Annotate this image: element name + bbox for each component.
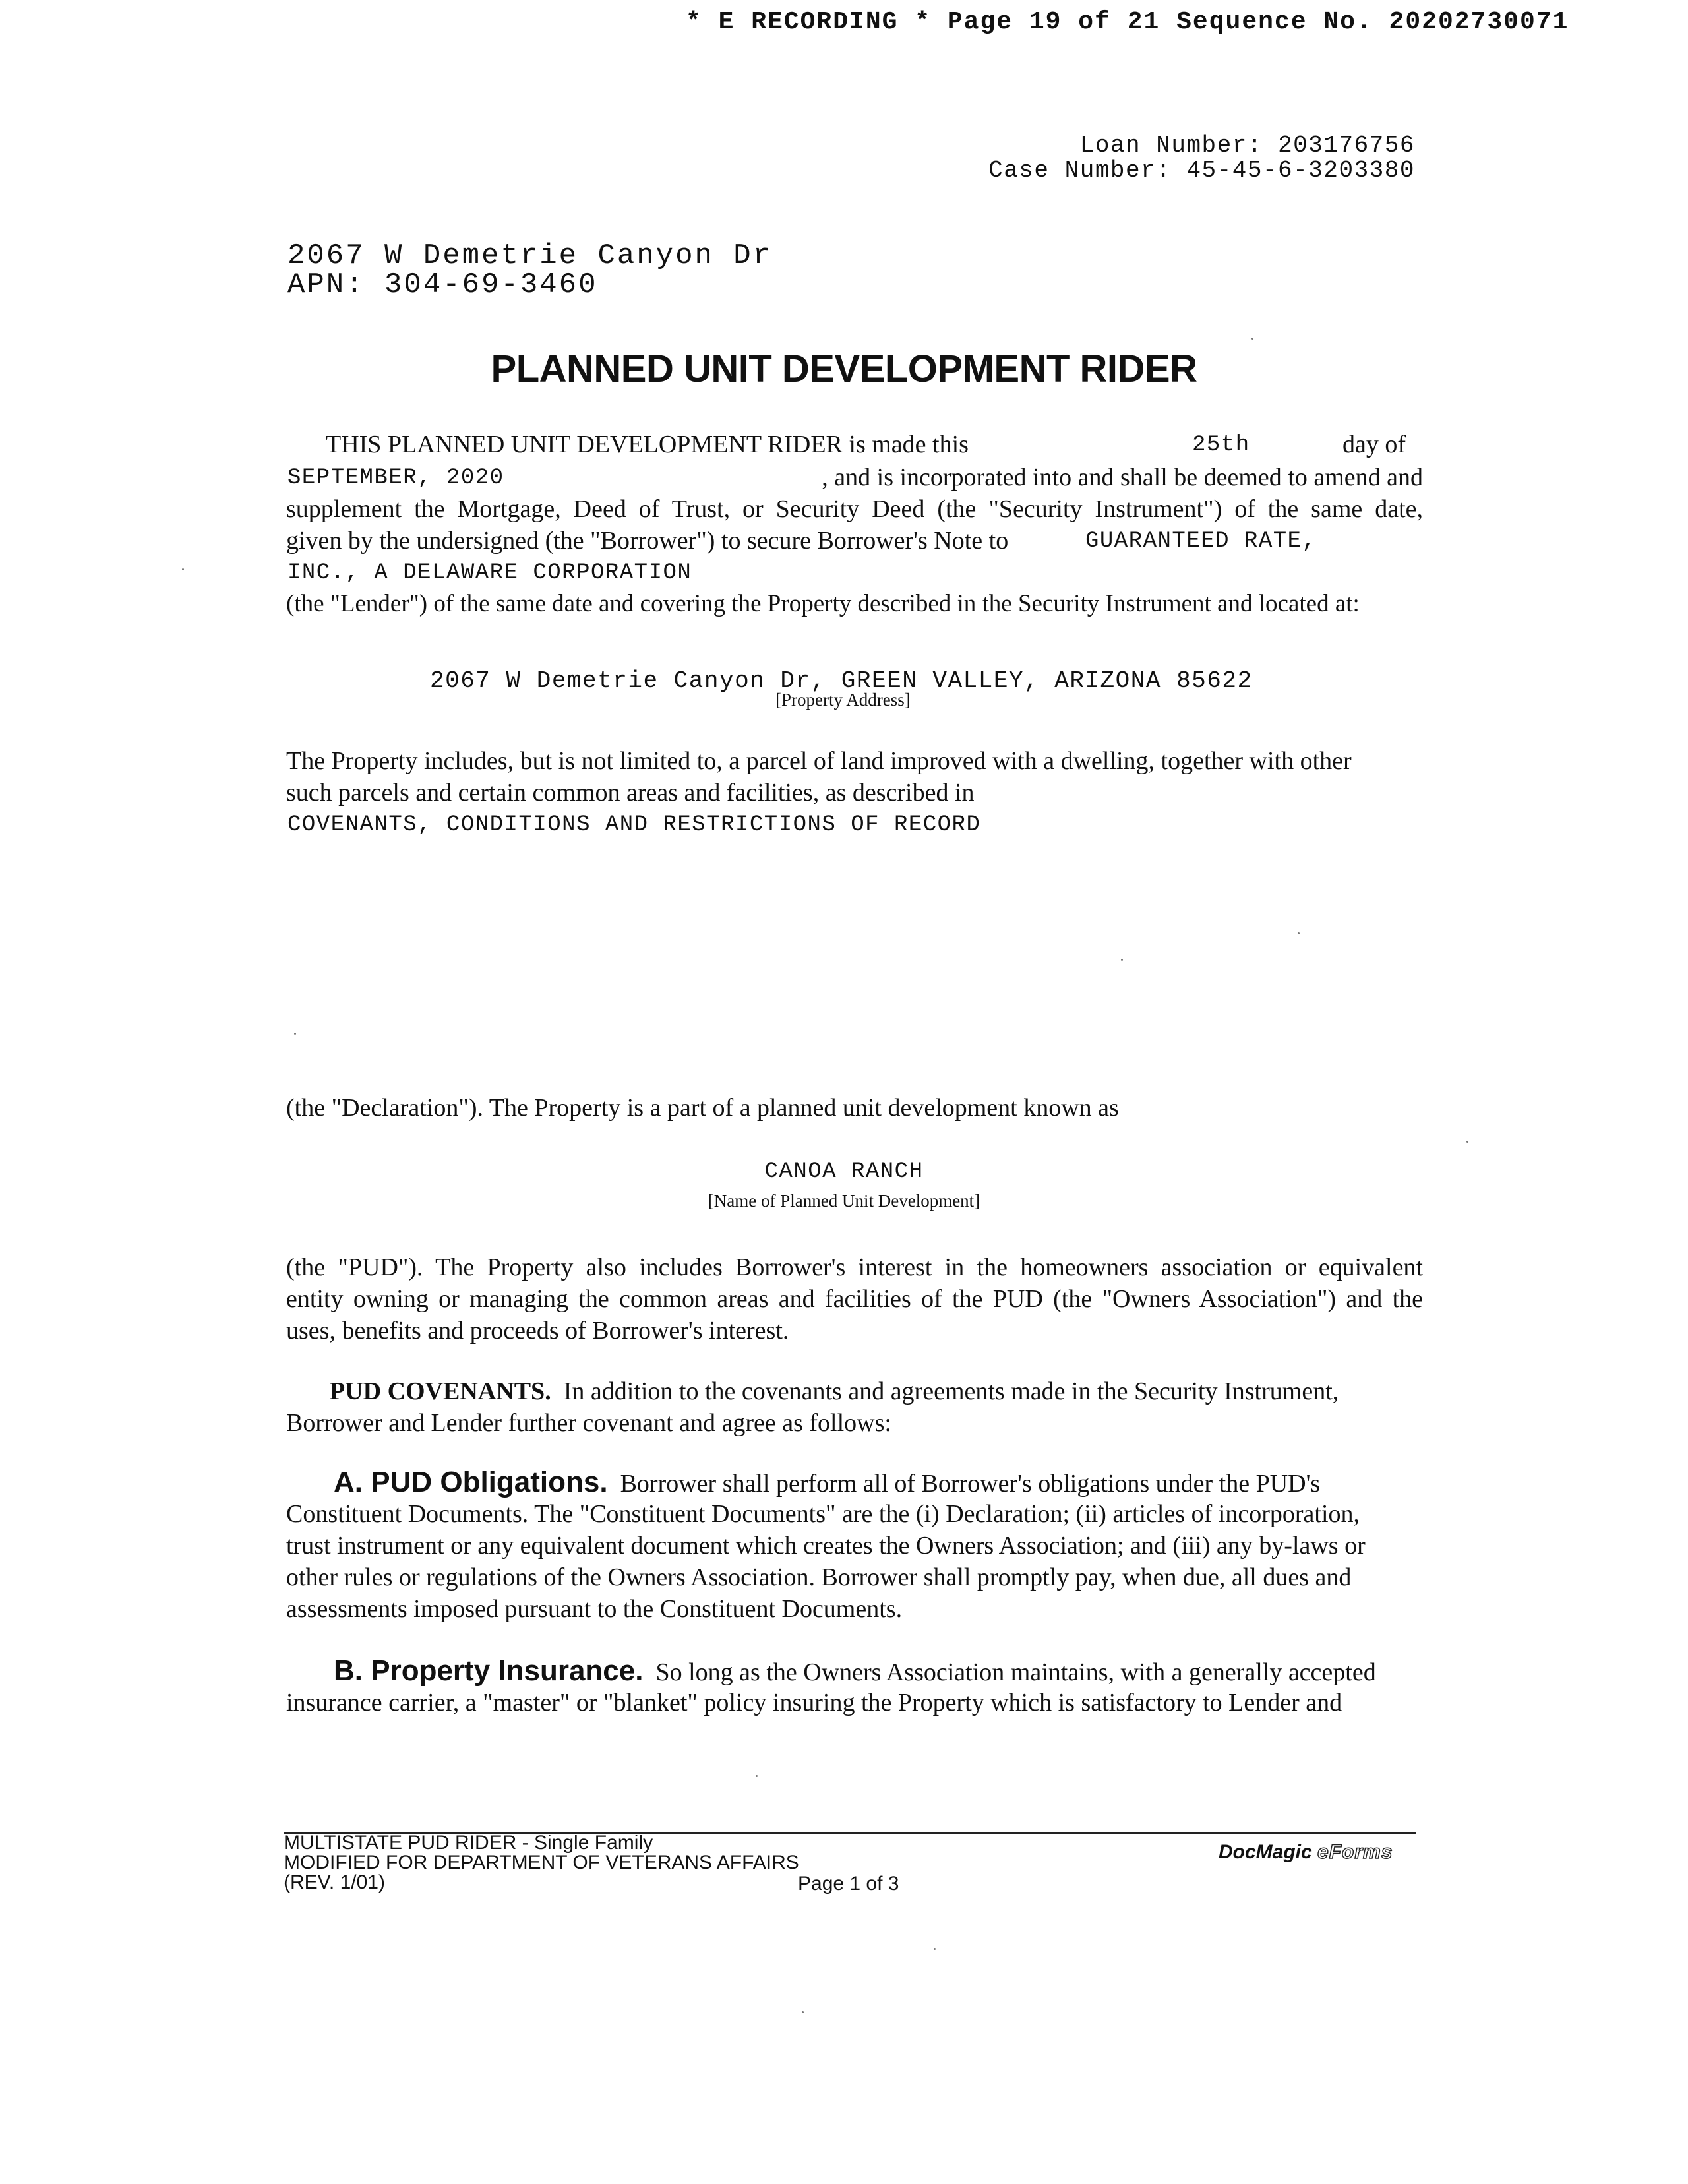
brand-name: DocMagic [1219,1841,1312,1863]
covenants-line-1 [286,1376,1423,1407]
section-a-line-2: Constituent Documents. The "Constituent Documents" are the (i) Declaration; (ii) articles of incorporation, [286,1500,1360,1528]
case-number: Case Number: 45-45-6-3203380 [988,157,1415,184]
brand-eforms: eForms [1317,1841,1393,1863]
lender-name-b: INC., A DELAWARE CORPORATION [287,561,692,586]
scan-speck [182,568,184,570]
section-a-line-3: trust instrument or any equivalent document which creates the Owners Association; and (iii) any by-laws or [286,1532,1366,1560]
pud-line-2: entity owning or managing the common areas and facilities of the PUD (the "Owners Association") and the [286,1285,1423,1313]
lender-name-a: GUARANTEED RATE, [1085,529,1317,554]
section-b-intro: So long as the Owners Association maintains, with a generally accepted [655,1658,1376,1686]
covenants-line-2: Borrower and Lender further covenant and agree as follows: [286,1409,891,1437]
declaration-value: COVENANTS, CONDITIONS AND RESTRICTIONS OF RECORD [287,812,981,837]
intro-note-to: given by the undersigned (the "Borrower") to secure Borrower's Note to [286,527,1009,555]
pud-line-1: (the "PUD"). The Property also includes Borrower's interest in the homeowners association or equivalent [286,1254,1423,1281]
intro-line-6: (the "Lender") of the same date and covering the Property described in the Security Instrument and located at: [286,590,1360,617]
page-title: PLANNED UNIT DEVELOPMENT RIDER [491,348,1197,390]
intro-day-of: day of [1342,431,1406,458]
intro-prefix: THIS PLANNED UNIT DEVELOPMENT RIDER is made this [326,431,969,458]
declaration-closing: (the "Declaration"). The Property is a part of a planned unit development known as [286,1094,1119,1122]
pud-name: CANOA RANCH [764,1159,924,1184]
intro-day: 25th [1192,433,1250,458]
property-reference [287,241,772,299]
property-street: 2067 W Demetrie Canyon Dr [287,239,773,272]
scan-speck [802,2011,804,2013]
scan-speck [1121,959,1123,961]
loan-info [988,133,1415,183]
covenants-heading: PUD COVENANTS. [330,1378,551,1405]
declaration-line-1: The Property includes, but is not limited to, a parcel of land improved with a dwelling, together with other [286,747,1352,775]
covenants-intro: In addition to the covenants and agreements made in the Security Instrument, [563,1378,1339,1405]
intro-line-2: , and is incorporated into and shall be deemed to amend and [822,464,1423,491]
section-b-line-1 [286,1655,1423,1688]
pud-line-3: uses, benefits and proceeds of Borrower's interest. [286,1317,789,1345]
scan-speck [934,1948,936,1950]
section-a-heading: A. PUD Obligations. [334,1466,608,1498]
footer-form-line-2: MODIFIED FOR DEPARTMENT OF VETERANS AFFAIRS [284,1852,799,1873]
recording-header: * E RECORDING * Page 19 of 21 Sequence No. 20202730071 [686,8,1569,36]
property-address: 2067 W Demetrie Canyon Dr, GREEN VALLEY, ARIZONA 85622 [430,667,1253,694]
declaration-line-2: such parcels and certain common areas and facilities, as described in [286,779,975,806]
footer-form-line-1: MULTISTATE PUD RIDER - Single Family [284,1832,653,1854]
intro-month-year: SEPTEMBER, 2020 [287,466,504,491]
footer-form-info [284,1833,799,1893]
section-a-line-4: other rules or regulations of the Owners Association. Borrower shall promptly pay, when due, all dues and [286,1563,1352,1591]
scan-speck [294,1033,296,1035]
property-address-label: [Property Address] [775,690,911,710]
pud-name-label: [Name of Planned Unit Development] [708,1191,980,1211]
intro-line-3: supplement the Mortgage, Deed of Trust, or Security Deed (the "Security Instrument") of the same date, [286,495,1423,523]
section-b-line-2: insurance carrier, a "master" or "blanket" policy insuring the Property which is satisfactory to Lender and [286,1689,1342,1716]
docmagic-logo [1219,1841,1393,1864]
footer-page-number: Page 1 of 3 [798,1873,899,1895]
loan-number: Loan Number: 203176756 [1079,132,1415,159]
scan-speck [756,1775,758,1777]
footer-form-line-3: (REV. 1/01) [284,1871,385,1893]
section-a-intro: Borrower shall perform all of Borrower's obligations under the PUD's [620,1470,1321,1498]
scan-speck [1251,338,1253,340]
scan-speck [1466,1141,1468,1143]
section-a-line-1 [286,1467,1423,1500]
section-a-line-5: assessments imposed pursuant to the Constituent Documents. [286,1595,903,1623]
scan-speck [1298,932,1300,934]
intro-line-1 [286,429,1423,460]
property-apn: APN: 304-69-3460 [287,268,598,301]
section-b-heading: B. Property Insurance. [334,1654,644,1687]
